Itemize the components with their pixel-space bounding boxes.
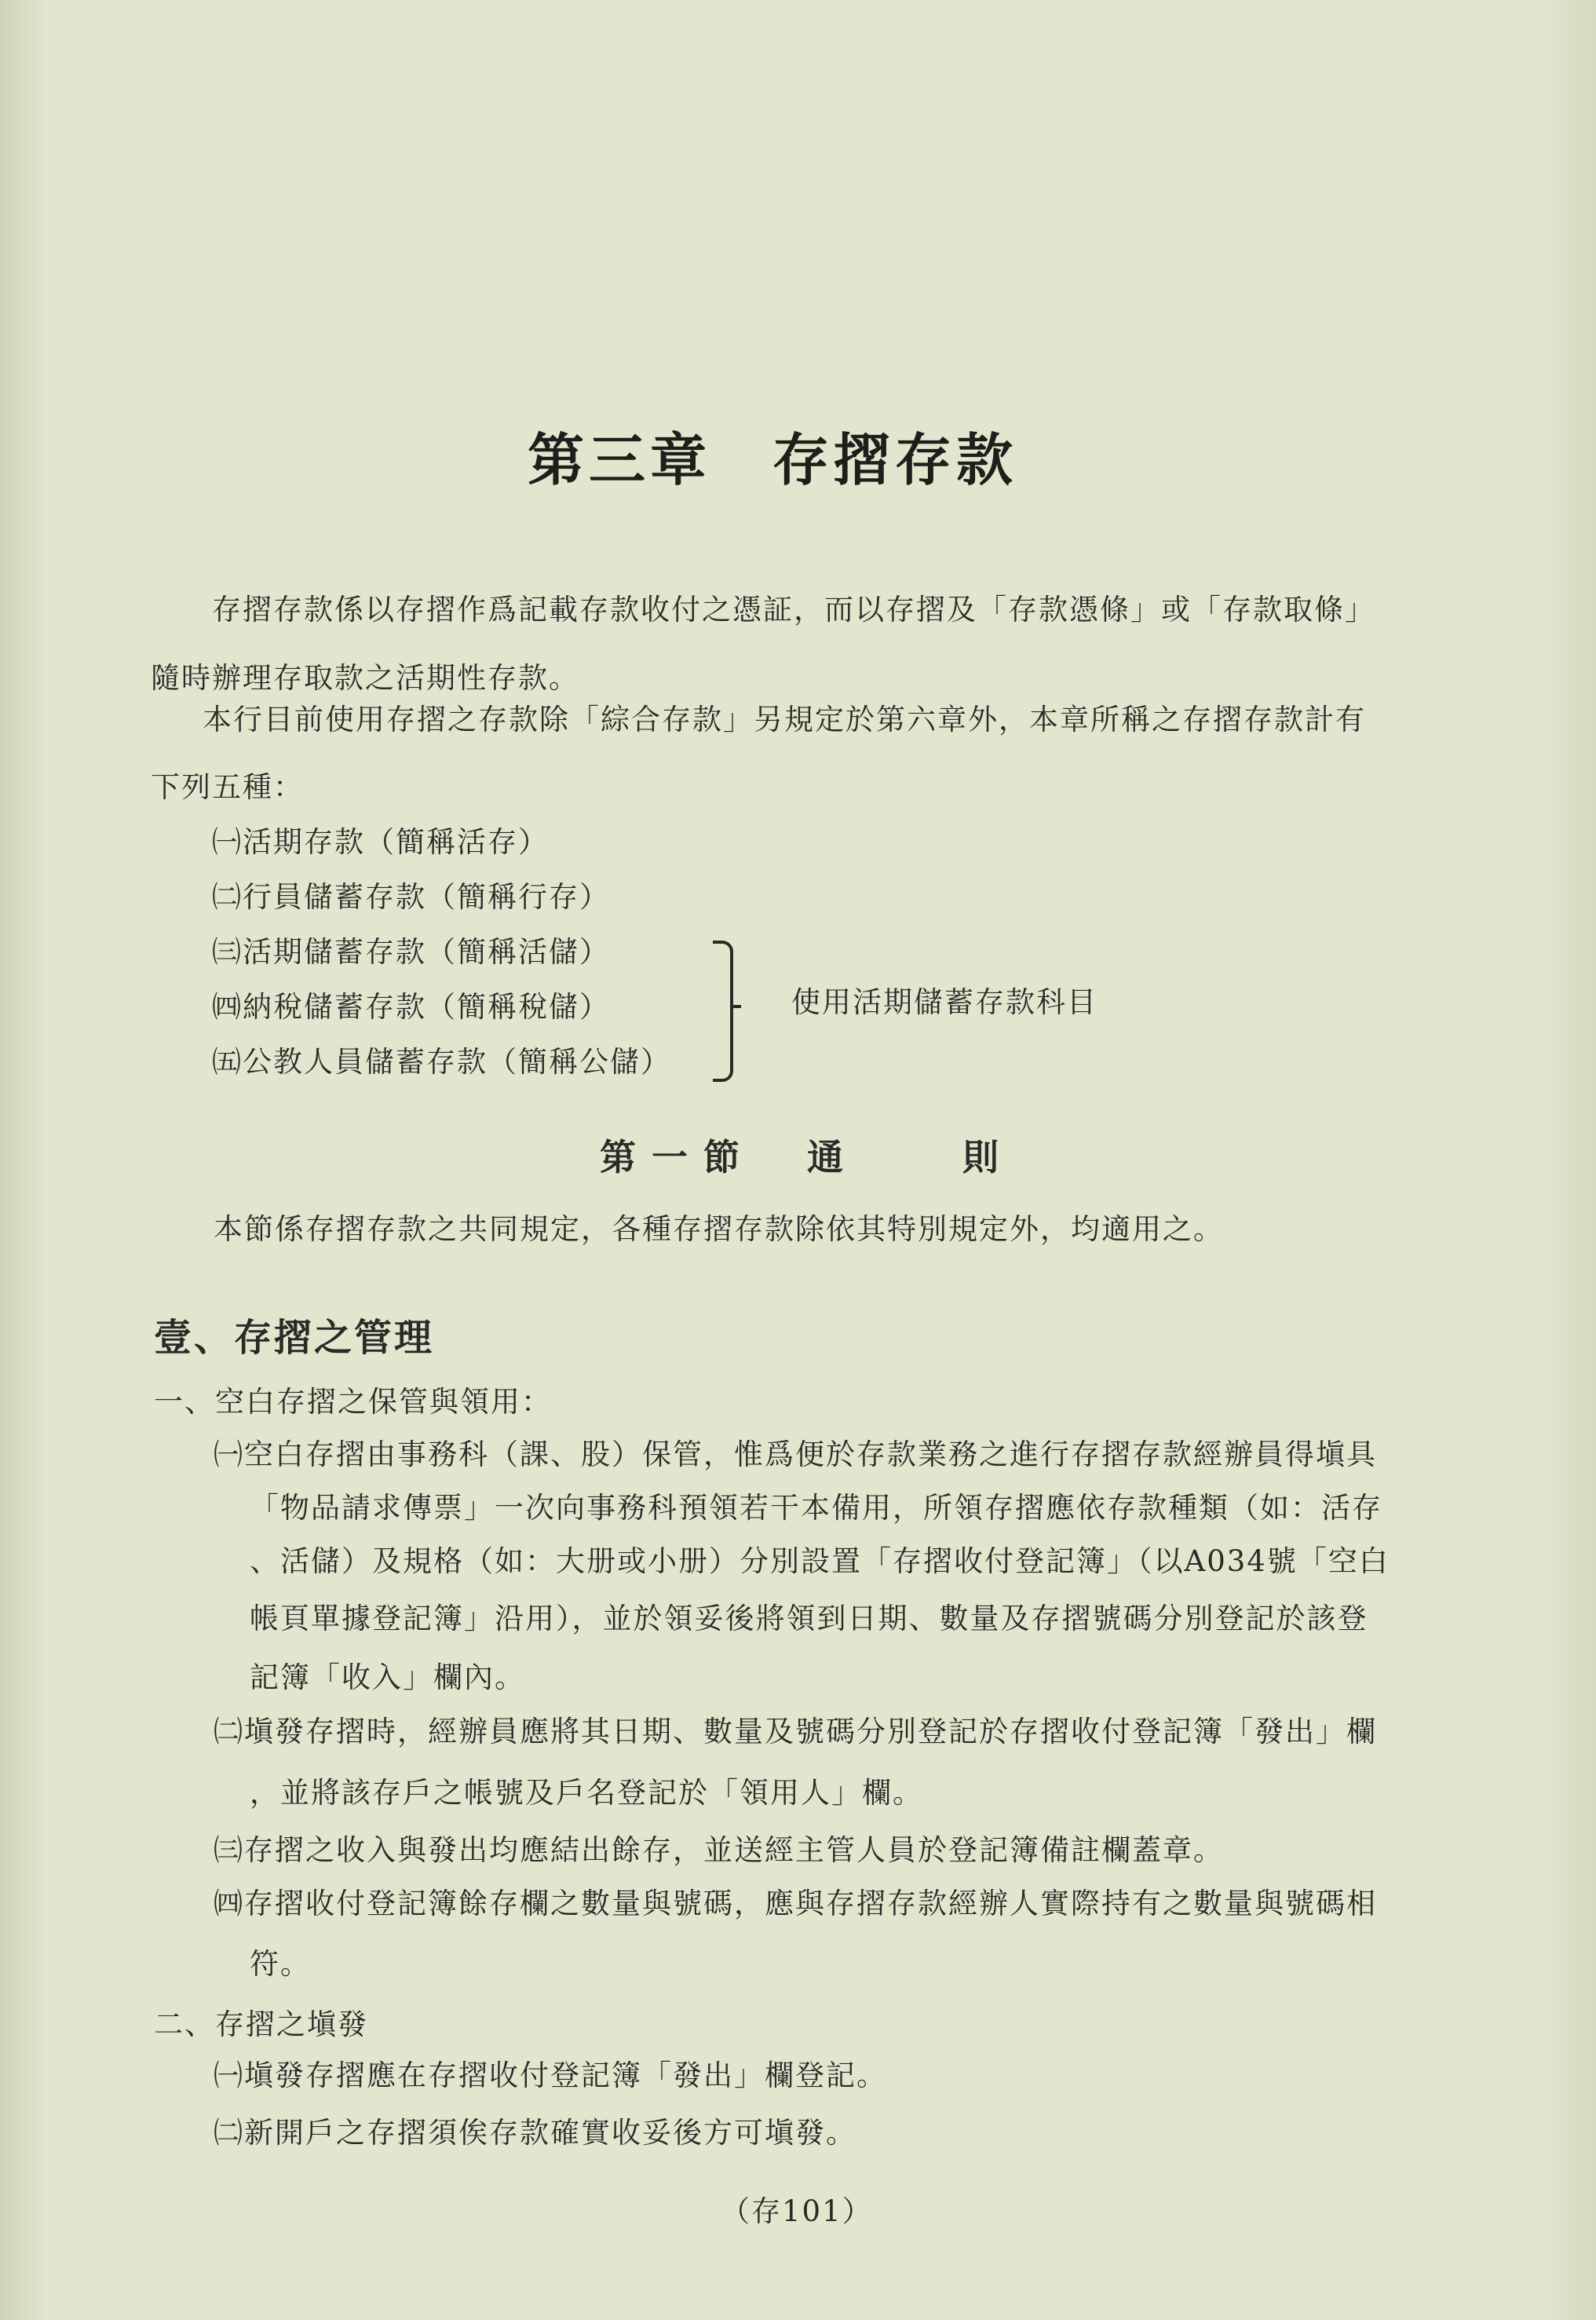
item1-line: ㈢存摺之收入與發出均應結出餘存，並送經主管人員於登記簿備註欄蓋章。 [214, 1833, 1224, 1867]
intro-p2-line1: 本行目前使用存摺之存款除「綜合存款」另規定於第六章外，本章所稱之存摺存款計有 [203, 703, 1366, 736]
item2-heading: 二、存摺之塡發 [154, 2008, 368, 2041]
chapter-title: 第三章 存摺存款 [528, 426, 1018, 493]
type-item: ㈤公教人員儲蓄存款（簡稱公儲） [212, 1045, 671, 1079]
item1-line: 符。 [250, 1947, 311, 1981]
item1-line: ，並將該存戶之帳號及戶名登記於「領用人」欄。 [250, 1776, 923, 1810]
intro-p1-line2: 隨時辦理存取款之活期性存款。 [151, 661, 579, 695]
intro-p2-line2: 下列五種： [151, 770, 304, 804]
item1-line: 、活儲）及規格（如：大册或小册）分別設置「存摺收付登記簿」（以A034號「空白 [250, 1544, 1390, 1578]
brace-note: 使用活期儲蓄存款科目 [791, 985, 1097, 1019]
item1-line: 帳頁單據登記簿」沿用），並於領妥後將領到日期、數量及存摺號碼分別登記於該登 [250, 1602, 1368, 1635]
item1-line: ㈣存摺收付登記簿餘存欄之數量與號碼，應與存摺存款經辦人實際持有之數量與號碼相 [214, 1887, 1377, 1920]
section-title: 第一節 通 則 [600, 1136, 1014, 1178]
item2-line: ㈡新開戶之存摺須俟存款確實收妥後方可塡發。 [214, 2116, 856, 2150]
type-item: ㈡行員儲蓄存款（簡稱行存） [212, 880, 610, 914]
section-intro: 本節係存摺存款之共同規定，各種存摺存款除依其特別規定外，均適用之。 [214, 1212, 1224, 1246]
item1-heading: 一、空白存摺之保管與領用： [154, 1385, 552, 1419]
item1-line: 「物品請求傳票」一次向事務科預領若干本備用，所領存摺應依存款種類（如：活存 [250, 1491, 1382, 1525]
part-title: 壹、存摺之管理 [154, 1316, 435, 1360]
type-item: ㈠活期存款（簡稱活存） [212, 825, 549, 859]
type-item: ㈣納稅儲蓄存款（簡稱稅儲） [212, 990, 610, 1024]
item1-line: ㈠空白存摺由事務科（課、股）保管，惟爲便於存款業務之進行存摺存款經辦員得塡具 [214, 1438, 1377, 1471]
grouping-brace [713, 941, 733, 1082]
type-item: ㈢活期儲蓄存款（簡稱活儲） [212, 935, 610, 969]
intro-p1-line1: 存摺存款係以存摺作爲記載存款收付之憑証，而以存摺及「存款憑條」或「存款取條」 [212, 593, 1375, 627]
item1-line: 記簿「收入」欄內。 [250, 1661, 525, 1694]
grouping-brace-tip [730, 1005, 741, 1008]
item1-line: ㈡塡發存摺時，經辦員應將其日期、數量及號碼分別登記於存摺收付登記簿「發出」欄 [214, 1715, 1377, 1748]
page-number: （存101） [721, 2194, 873, 2228]
item2-line: ㈠塡發存摺應在存摺收付登記簿「發出」欄登記。 [214, 2059, 887, 2092]
